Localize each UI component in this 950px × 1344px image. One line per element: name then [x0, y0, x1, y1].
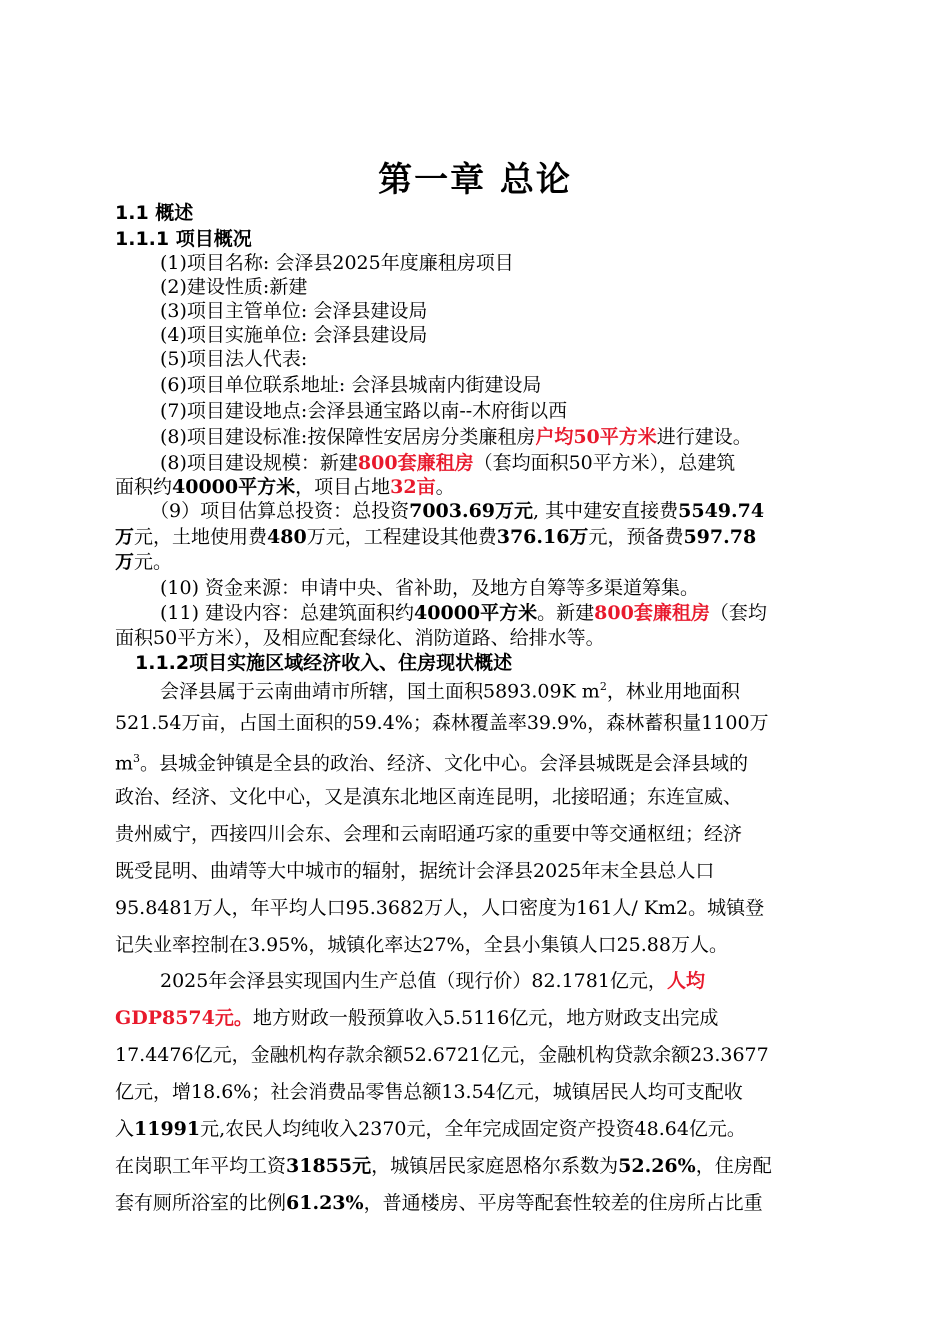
- para1-line2: 521.54万亩，占国土面积的59.4%；森林覆盖率39.9%，森林蓄积量1100万: [115, 712, 769, 734]
- item-implementer: (4)项目实施单位: 会泽县建设局: [160, 324, 428, 346]
- item-funding: (10) 资金来源：申请中央、省补助，及地方自筹等多渠道筹集。: [160, 577, 700, 599]
- item-content-cont: 面积50平方米），及相应配套绿化、消防道路、给排水等。: [115, 627, 605, 649]
- item-scale-cont: 面积约40000平方米，项目占地32亩。: [115, 476, 455, 498]
- para2-line5: 入11991元,农民人均纯收入2370元，全年完成固定资产投资48.64亿元。: [115, 1118, 746, 1140]
- para2-line7: 套有厕所浴室的比例61.23%，普通楼房、平房等配套性较差的住房所占比重: [115, 1192, 763, 1214]
- section-heading-1-1: 1.1 概述: [115, 202, 194, 224]
- item-address: (6)项目单位联系地址: 会泽县城南内街建设局: [160, 374, 542, 396]
- para1-line6: 既受昆明、曲靖等大中城市的辐射，据统计会泽县2025年末全县总人口: [115, 860, 715, 882]
- para1-line3: $m^3$。县城金钟镇是全县的政治、经济、文化中心。会泽县城既是会泽县域的: [115, 752, 749, 775]
- item-legal-rep: (5)项目法人代表:: [160, 348, 308, 370]
- para1-line4: 政治、经济、文化中心，又是滇东北地区南连昆明，北接昭通；东连宣威、: [115, 786, 743, 808]
- item-location: (7)项目建设地点:会泽县通宝路以南--木府街以西: [160, 400, 568, 422]
- highlight-gdp: GDP8574元。: [115, 1007, 253, 1029]
- item-project-name: (1)项目名称: 会泽县2025年度廉租房项目: [160, 252, 514, 274]
- item-investment: （9）项目估算总投资：总投资7003.69万元, 其中建安直接费5549.74: [150, 500, 765, 522]
- para1-line8: 记失业率控制在3.95%，城镇化率达27%，全县小集镇人口25.88万人。: [115, 934, 728, 956]
- highlight-standard: 户均50平方米: [535, 426, 657, 448]
- item-content: (11) 建设内容：总建筑面积约40000平方米。新建800套廉租房（套均: [160, 602, 767, 624]
- item-investment-cont: 万元，土地使用费480万元，工程建设其他费376.16万元，预备费597.78: [115, 526, 757, 548]
- chapter-title: 第一章 总论: [378, 160, 572, 200]
- para1-line5: 贵州威宁，西接四川会东、会理和云南昭通巧家的重要中等交通枢纽；经济: [115, 823, 743, 845]
- item-standard: (8)项目建设标准:按保障性安居房分类廉租房户均50平方米进行建设。: [160, 426, 752, 448]
- item-supervisor: (3)项目主管单位: 会泽县建设局: [160, 300, 428, 322]
- para2-line6: 在岗职工年平均工资31855元，城镇居民家庭恩格尔系数为52.26%，住房配: [115, 1155, 772, 1177]
- para1-line7: 95.8481万人，年平均人口95.3682万人，人口密度为161人/ Km2。城镇登: [115, 897, 765, 919]
- item-scale: (8)项目建设规模：新建800套廉租房（套均面积50平方米），总建筑: [160, 452, 736, 474]
- highlight-units-2: 800套廉租房: [594, 602, 710, 624]
- para1-line1: 会泽县属于云南曲靖市所辖，国土面积5893.09K $m^2$，林业用地面积: [160, 680, 740, 703]
- para2-line3: 17.4476亿元，金融机构存款余额52.6721亿元，金融机构贷款余额23.3677: [115, 1044, 769, 1066]
- highlight-units: 800套廉租房: [357, 452, 474, 474]
- item-build-nature: (2)建设性质:新建: [160, 276, 308, 298]
- para2-line4: 亿元，增18.6%；社会消费品零售总额13.54亿元，城镇居民人均可支配收: [115, 1081, 743, 1103]
- section-heading-1-1-1: 1.1.1 项目概况: [115, 228, 252, 250]
- para2-line1: 2025年会泽县实现国内生产总值（现行价）82.1781亿元，人均: [160, 970, 705, 992]
- section-heading-1-1-2: 1.1.2项目实施区域经济收入、住房现状概述: [135, 652, 513, 674]
- item-investment-end: 万元。: [115, 551, 173, 573]
- para2-line2: GDP8574元。地方财政一般预算收入5.5116亿元，地方财政支出完成: [115, 1007, 719, 1029]
- highlight-land: 32亩: [390, 476, 436, 498]
